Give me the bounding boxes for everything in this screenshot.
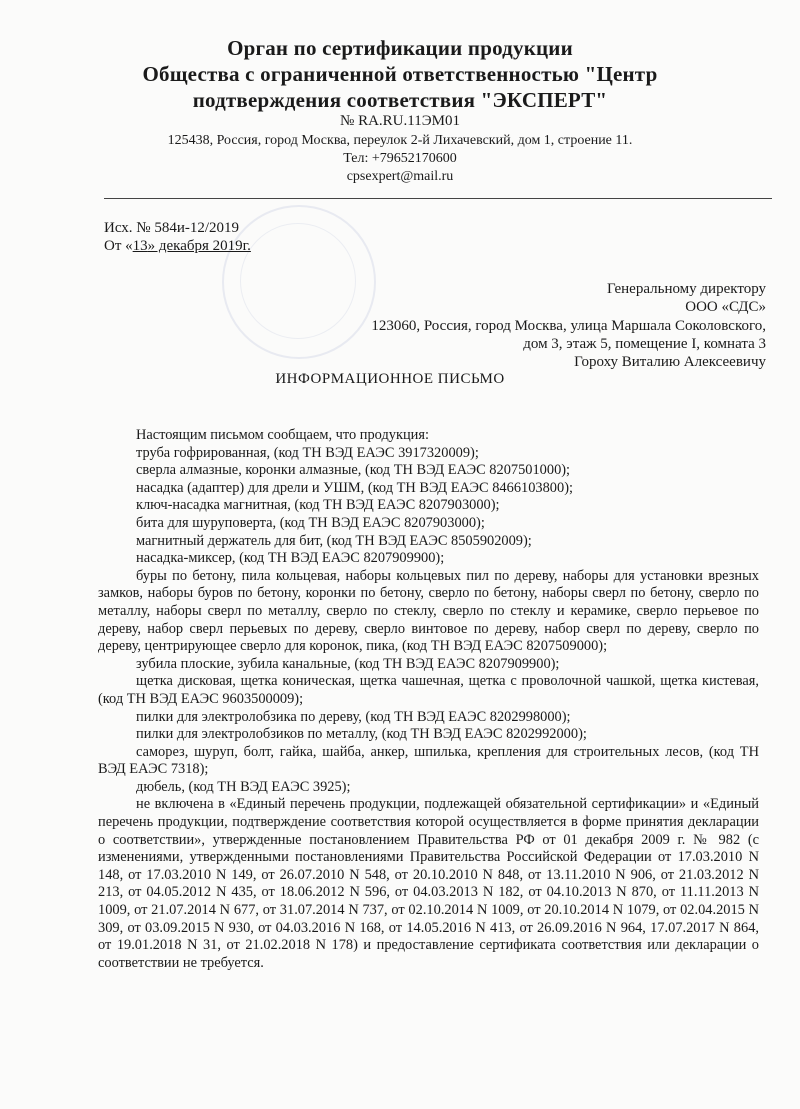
letter-title: ИНФОРМАЦИОННОЕ ПИСЬМО	[275, 371, 505, 387]
letter-body	[98, 427, 759, 972]
recipient-name: Гороху Виталию Алексеевичу	[574, 354, 766, 370]
recipient-address-2: дом 3, этаж 5, помещение I, комната 3	[523, 336, 766, 352]
recipient-company: ООО «СДС»	[685, 299, 766, 315]
org-name-line-1: Орган по сертификации продукции	[227, 36, 573, 60]
header-divider	[104, 198, 772, 199]
list-item: саморез, шуруп, болт, гайка, шайба, анкер, шпилька, крепления для строительных лесов, (код ТН ВЭД ЕАЭС 7318);	[98, 743, 759, 778]
list-item: щетка дисковая, щетка коническая, щетка чашечная, щетка с проволочной чашкой, щетка кистевая, (код ТН ВЭД ЕАЭС 9603500009);	[98, 673, 759, 707]
list-item: бита для шуруповерта, (код ТН ВЭД ЕАЭС 8207903000);	[136, 514, 485, 531]
recipient-address-1: 123060, Россия, город Москва, улица Маршала Соколовского,	[371, 318, 766, 334]
body-conclusion: не включена в «Единый перечень продукции, подлежащей обязательной сертификации» и «Единый перечень продукции, подтверждение соответствия которой осуществляется в форме принятия декларации о соответствии», утвержденные постановлением Правительства РФ от 01 декабря 2009 г. № 982 (с изменениями, утвержденными постановлениями Правительства Российской Федерации от 17.03.2010 N 148, от 17.03.2010 N 149, от 26.07.2010 N 548, от 20.10.2010 N 848, от 13.11.2010 N 906, от 21.03.2012 N 213, от 04.05.2012 N 435, от 18.06.2012 N 596, от 04.03.2013 N 182, от 04.10.2013 N 870, от 11.11.2013 N 1009, от 21.07.2014 N 677, от 31.07.2014 N 737, от 02.10.2014 N 1009, от 20.10.2014 N 1079, от 02.04.2015 N 309, от 03.09.2015 N 930, от 04.03.2016 N 168, от 14.05.2016 N 413, от 26.09.2016 N 964, 17.07.2017 N 864, от 19.01.2018 N 31, от 21.02.2018 N 178) и предоставление сертификата соответствия или декларации о соответствии не требуется.	[98, 796, 759, 971]
date-suffix: » декабря 2019г.	[147, 238, 251, 254]
list-item: насадка-миксер, (код ТН ВЭД ЕАЭС 8207909900);	[136, 550, 445, 567]
list-item: дюбель, (код ТН ВЭД ЕАЭС 3925);	[136, 778, 351, 795]
org-name-line-3: подтверждения соответствия "ЭКСПЕРТ"	[192, 88, 608, 112]
org-phone: Тел: +79652170600	[343, 151, 457, 166]
body-intro: Настоящим письмом сообщаем, что продукция:	[136, 427, 429, 443]
list-item: буры по бетону, пила кольцевая, наборы кольцевых пил по дереву, наборы для установки врезных замков, наборы буров по бетону, коронки по бетону, сверло по бетону, наборы сверл по бетону, сверло по металлу, наборы сверл по металлу, сверло по стеклу, сверло по стеклу и керамике, сверло перьевое по дереву, набор сверл перьевых по дереву, сверло винтовое по дереву, набор сверл по дереву, сверло по дереву, центрирующее сверло для коронок, пика, (код ТН ВЭД ЕАЭС 8207509000);	[98, 567, 759, 655]
stamp-ghost-inner	[240, 223, 356, 339]
list-item: сверла алмазные, коронки алмазные, (код ТН ВЭД ЕАЭС 8207501000);	[136, 462, 571, 479]
list-item: ключ-насадка магнитная, (код ТН ВЭД ЕАЭС 8207903000);	[136, 497, 500, 514]
org-address: 125438, Россия, город Москва, переулок 2-й Лихачевский, дом 1, строение 11.	[167, 133, 633, 148]
list-item: труба гофрированная, (код ТН ВЭД ЕАЭС 3917320009);	[136, 444, 479, 461]
list-item: насадка (адаптер) для дрели и УШМ, (код ТН ВЭД ЕАЭС 8466103800);	[136, 479, 573, 496]
list-item: пилки для электролобзиков по металлу, (код ТН ВЭД ЕАЭС 8202992000);	[136, 726, 587, 743]
date-day: 13	[132, 238, 148, 254]
date-prefix: От «	[104, 238, 133, 254]
list-item: магнитный держатель для бит, (код ТН ВЭД ЕАЭС 8505902009);	[136, 532, 532, 549]
outgoing-date	[104, 238, 251, 255]
registration-number: № RA.RU.11ЭМ01	[340, 113, 460, 129]
list-item: пилки для электролобзика по дереву, (код ТН ВЭД ЕАЭС 8202998000);	[136, 708, 571, 725]
org-email: cpsexpert@mail.ru	[346, 169, 454, 184]
recipient-position: Генеральному директору	[606, 281, 766, 297]
list-item: зубила плоские, зубила канальные, (код ТН ВЭД ЕАЭС 8207909900);	[136, 655, 560, 672]
outgoing-number: Исх. № 584и-12/2019	[104, 220, 240, 236]
org-name-line-2: Общества с ограниченной ответственностью "Центр	[142, 62, 658, 86]
